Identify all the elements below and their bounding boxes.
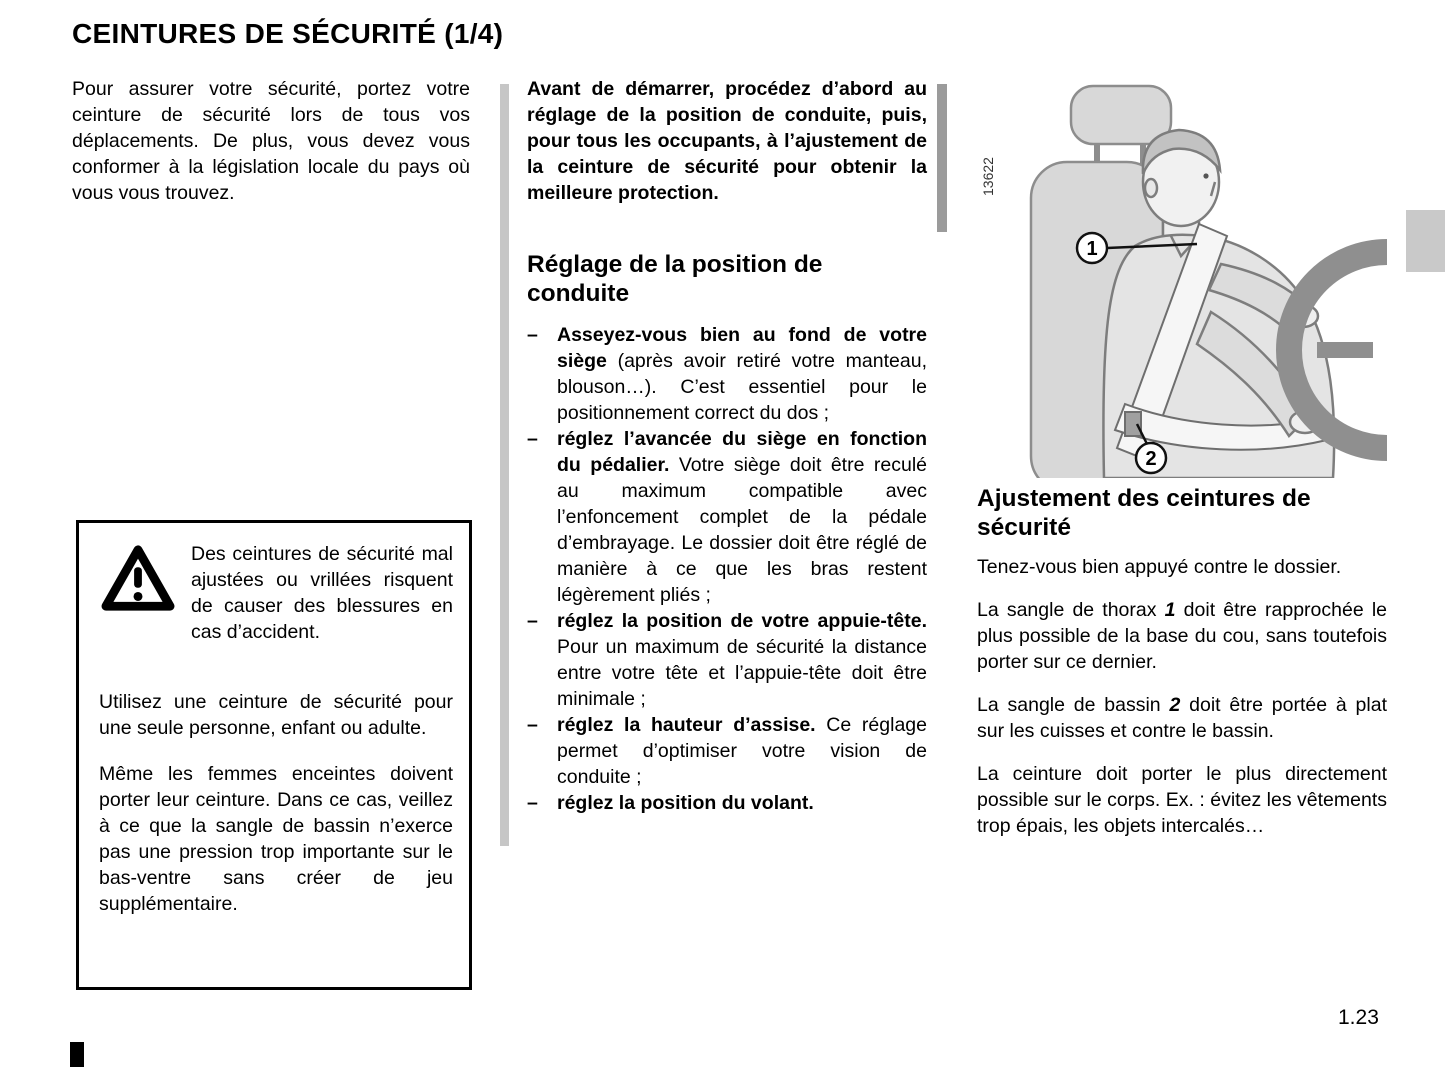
- list-item: [527, 322, 927, 426]
- right-column: [977, 484, 1387, 856]
- list-item-rest: (après avoir retiré votre manteau, blouson…). C’est essentiel pour le positionnement correct du dos ;: [557, 350, 927, 424]
- figure-seatbelt-illustration: [975, 78, 1387, 478]
- warning-box: [76, 520, 472, 990]
- instruction-list: [527, 322, 927, 816]
- section-heading-reglage: Réglage de la position de conduite: [527, 251, 823, 307]
- print-corner-mark: [70, 1042, 84, 1067]
- warning-paragraph-3: Même les femmes enceintes doivent porter leur ceinture. Dans ce cas, veillez à ce que la sangle de bassin n’exerce pas une pression trop importante sur le bas-ventre sans créer de jeu supplémentaire.: [99, 763, 453, 915]
- warning-triangle-icon: [99, 541, 177, 665]
- left-column: [72, 76, 470, 206]
- belt-buckle: [1125, 412, 1141, 436]
- ajustement-paragraph-4: La ceinture doit porter le plus directement possible sur le corps. Ex. : évitez les vêtements trop épais, les objets intercalés…: [977, 763, 1387, 837]
- ajustement-paragraph-1: Tenez-vous bien appuyé contre le dossier.: [977, 556, 1342, 578]
- list-item-text: [557, 426, 927, 608]
- warning-paragraph-2: Utilisez une ceinture de sécurité pour une seule personne, enfant ou adulte.: [99, 691, 453, 739]
- list-item: [527, 608, 927, 712]
- warning-paragraph-1: Des ceintures de sécurité mal ajustées ou vrillées risquent de causer des blessures en cas d’accident.: [191, 543, 453, 643]
- left-intro-paragraph: Pour assurer votre sécurité, portez votre ceinture de sécurité lors de tous vos déplacements. De plus, vous devez vous conformer à la législation locale du pays où vous vous trouvez.: [72, 78, 470, 204]
- list-item-text: [557, 790, 927, 816]
- list-item-bold: réglez la hauteur d’assise.: [557, 714, 816, 736]
- ajustement-paragraph-2: [977, 597, 1387, 675]
- list-item-bold: réglez la position de votre appuie-tête.: [557, 610, 927, 632]
- belt-ref-2: 2: [1169, 694, 1181, 716]
- list-dash: –: [527, 610, 538, 632]
- p2-text-b: doit être rapprochée le plus possible de la base du cou, sans toutefois porter sur ce dernier.: [977, 599, 1387, 673]
- ajustement-paragraph-3: [977, 692, 1387, 744]
- seatbelt-illustration-svg: [975, 78, 1387, 478]
- belt-label-1-text: 1: [1086, 238, 1098, 260]
- belt-label-2-text: 2: [1145, 448, 1157, 470]
- list-item: [527, 790, 927, 816]
- list-item-text: [557, 712, 927, 790]
- page-title: CEINTURES DE SÉCURITÉ (1/4): [72, 18, 504, 49]
- figure-code: 13622: [980, 157, 996, 196]
- warning-first-row: [99, 541, 453, 665]
- list-item-bold: réglez la position du volant.: [557, 792, 814, 814]
- column-divider-bar: [500, 84, 509, 846]
- list-item-rest: Pour un maximum de sécurité la distance entre votre tête et l’appuie-tête doit être minimale ;: [557, 636, 927, 710]
- p2-text-a: La sangle de thorax: [977, 599, 1165, 621]
- belt-ref-1: 1: [1164, 599, 1176, 621]
- list-dash: –: [527, 714, 538, 736]
- section-heading-ajustement: Ajustement des ceintures de sécurité: [977, 485, 1311, 541]
- list-item-rest: Votre siège doit être reculé au maximum compatible avec l’enfoncement complet de la pédale d’embrayage. Le dossier doit être réglé de manière à ce que les bras restent légèrement pliés ;: [557, 454, 927, 606]
- list-item: [527, 712, 927, 790]
- list-dash: –: [527, 324, 538, 346]
- list-dash: –: [527, 428, 538, 450]
- lead-paragraph-marker-bar: [937, 84, 947, 232]
- page-number: 1.23: [1338, 1006, 1379, 1029]
- chapter-edge-tab: [1406, 210, 1445, 272]
- lead-paragraph: Avant de démarrer, procédez d’abord au réglage de la position de conduite, puis, pour tous les occupants, à l’ajustement de la ceinture de sécurité pour obtenir la meilleure protection.: [527, 78, 927, 204]
- middle-column: [527, 76, 927, 816]
- list-dash: –: [527, 792, 538, 814]
- list-item-text: [557, 322, 927, 426]
- p3-text-a: La sangle de bassin: [977, 694, 1170, 716]
- list-item-rest: Ce réglage permet d’optimiser votre vision de conduite ;: [557, 714, 927, 788]
- list-item-bold: Asseyez-vous bien au fond de votre siège: [557, 324, 927, 372]
- p3-text-b: doit être portée à plat sur les cuisses et contre le bassin.: [977, 694, 1387, 742]
- list-item: [527, 426, 927, 608]
- list-item-text: [557, 608, 927, 712]
- list-item-bold: réglez l’avancée du siège en fonction du pédalier.: [557, 428, 927, 476]
